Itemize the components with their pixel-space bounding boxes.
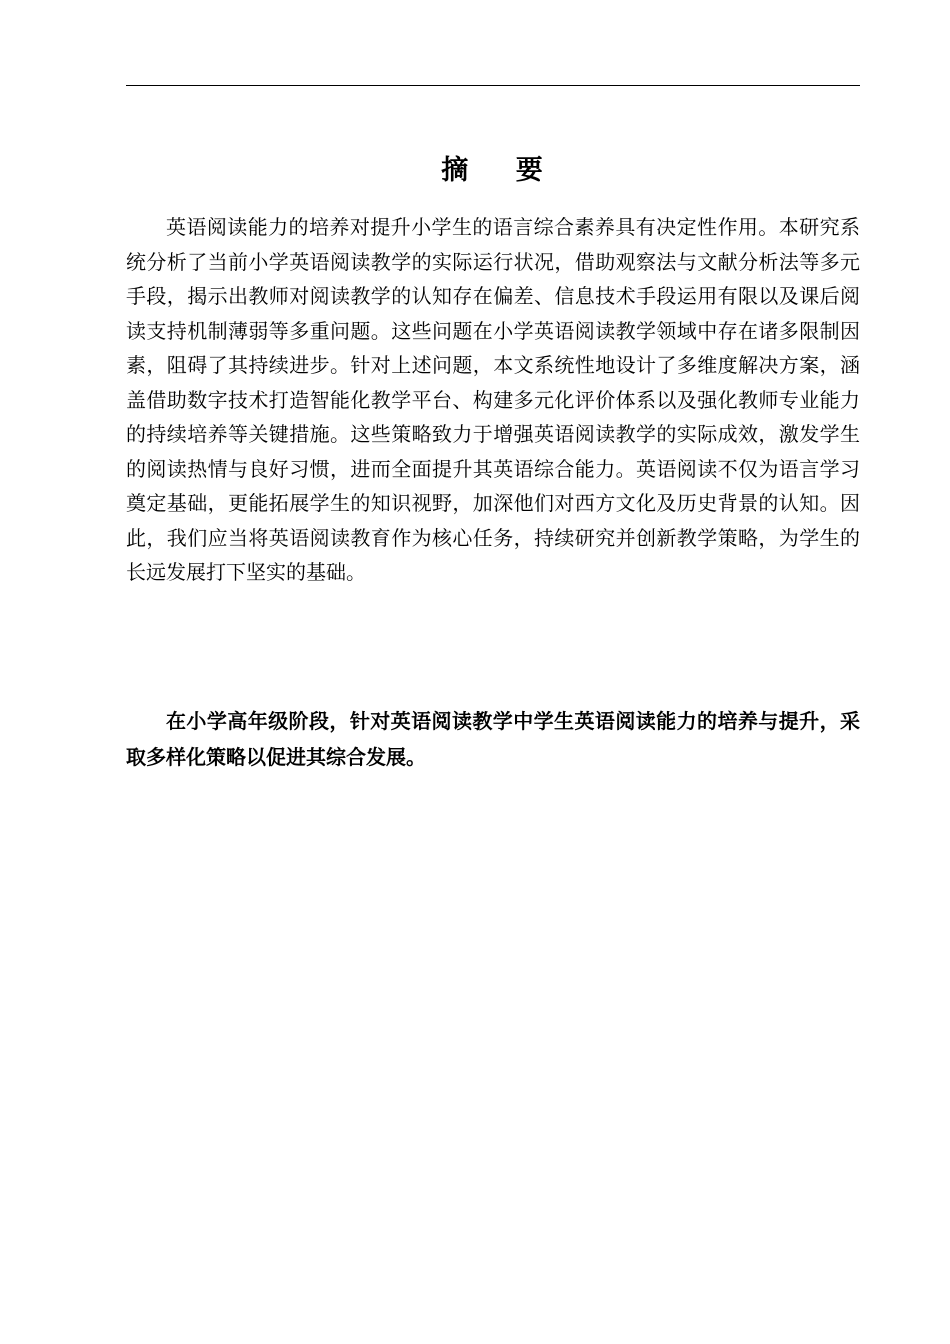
- header-rule: [126, 85, 860, 86]
- abstract-body: 英语阅读能力的培养对提升小学生的语言综合素养具有决定性作用。本研究系统分析了当前小学英语阅读教学的实际运行状况，借助观察法与文献分析法等多元手段，揭示出教师对阅读教学的认知存在偏差、信息技术手段运用有限以及课后阅读支持机制薄弱等多重问题。这些问题在小学英语阅读教学领域中存在诸多限制因素，阻碍了其持续进步。针对上述问题，本文系统性地设计了多维度解决方案，涵盖借助数字技术打造智能化教学平台、构建多元化评价体系以及强化教师专业能力的持续培养等关键措施。这些策略致力于增强英语阅读教学的实际成效，激发学生的阅读热情与良好习惯，进而全面提升其英语综合能力。英语阅读不仅为语言学习奠定基础，更能拓展学生的知识视野，加深他们对西方文化及历史背景的认知。因此，我们应当将英语阅读教育作为核心任务，持续研究并创新教学策略，为学生的长远发展打下坚实的基础。: [126, 215, 860, 584]
- bold-summary-paragraph: 在小学高年级阶段，针对英语阅读教学中学生英语阅读能力的培养与提升，采取多样化策略以促进其综合发展。: [126, 709, 860, 769]
- abstract-title: 摘 要: [441, 155, 545, 186]
